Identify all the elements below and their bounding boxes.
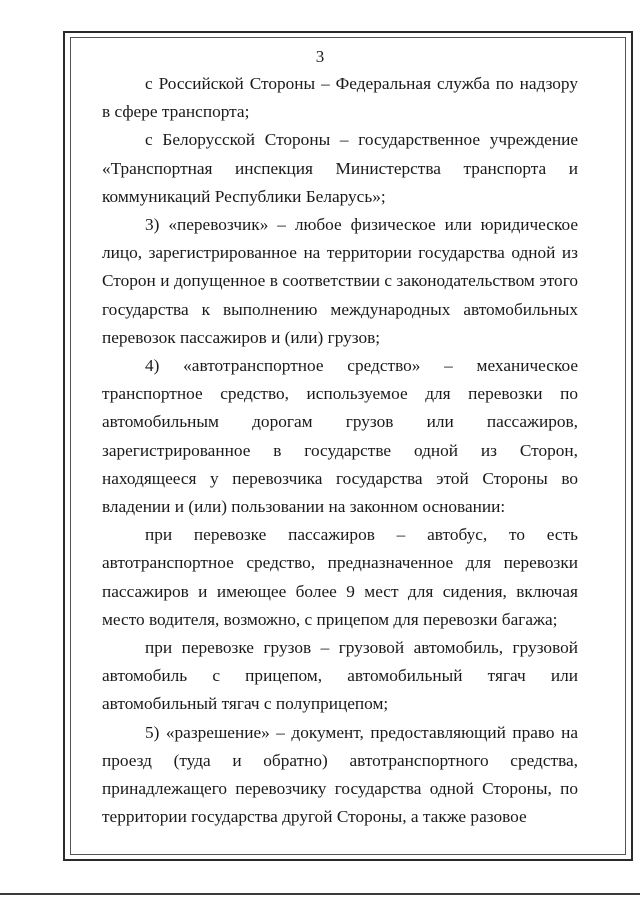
- document-body: [102, 70, 578, 831]
- paragraph-vehicle-definition: 4) «автотранспортное средство» – механическое транспортное средство, используемое для перевозки по автомобильным дорогам грузов или пассажиров, зарегистрированное в государстве одной из Сторон, находящееся у перевозчика государства этой Стороны во владении и (или) пользовании на законном основании:: [102, 356, 578, 517]
- paragraph-russian-side: с Российской Стороны – Федеральная служба по надзору в сфере транспорта;: [102, 74, 578, 122]
- paragraph-passenger-transport: при перевозке пассажиров – автобус, то есть автотранспортное средство, предназначенное для перевозки пассажиров и имеющее более 9 мест для сидения, включая место водителя, возможно, с прицепом для перевозки багажа;: [102, 525, 578, 629]
- scan-edge-line: [0, 893, 640, 895]
- paragraph-permit-definition: 5) «разрешение» – документ, предоставляющий право на проезд (туда и обратно) автотранспортного средства, принадлежащего перевозчику государства одной Стороны, по территории государства другой Стороны, а также разовое: [102, 722, 578, 827]
- paragraph-cargo-transport: при перевозке грузов – грузовой автомобиль, грузовой автомобиль с прицепом, автомобильный тягач или автомобильный тягач с полуприцепом;: [102, 638, 578, 714]
- paragraph-belarusian-side: с Белорусской Стороны – государственное учреждение «Транспортная инспекция Министерства транспорта и коммуникаций Республики Беларусь»;: [102, 130, 578, 206]
- paragraph-carrier-definition: 3) «перевозчик» – любое физическое или юридическое лицо, зарегистрированное на территории государства одной из Сторон и допущенное в соответствии с законодательством этого государства к выполнению международных автомобильных перевозок пассажиров и (или) грузов;: [102, 215, 578, 347]
- page-number: 3: [315, 47, 325, 66]
